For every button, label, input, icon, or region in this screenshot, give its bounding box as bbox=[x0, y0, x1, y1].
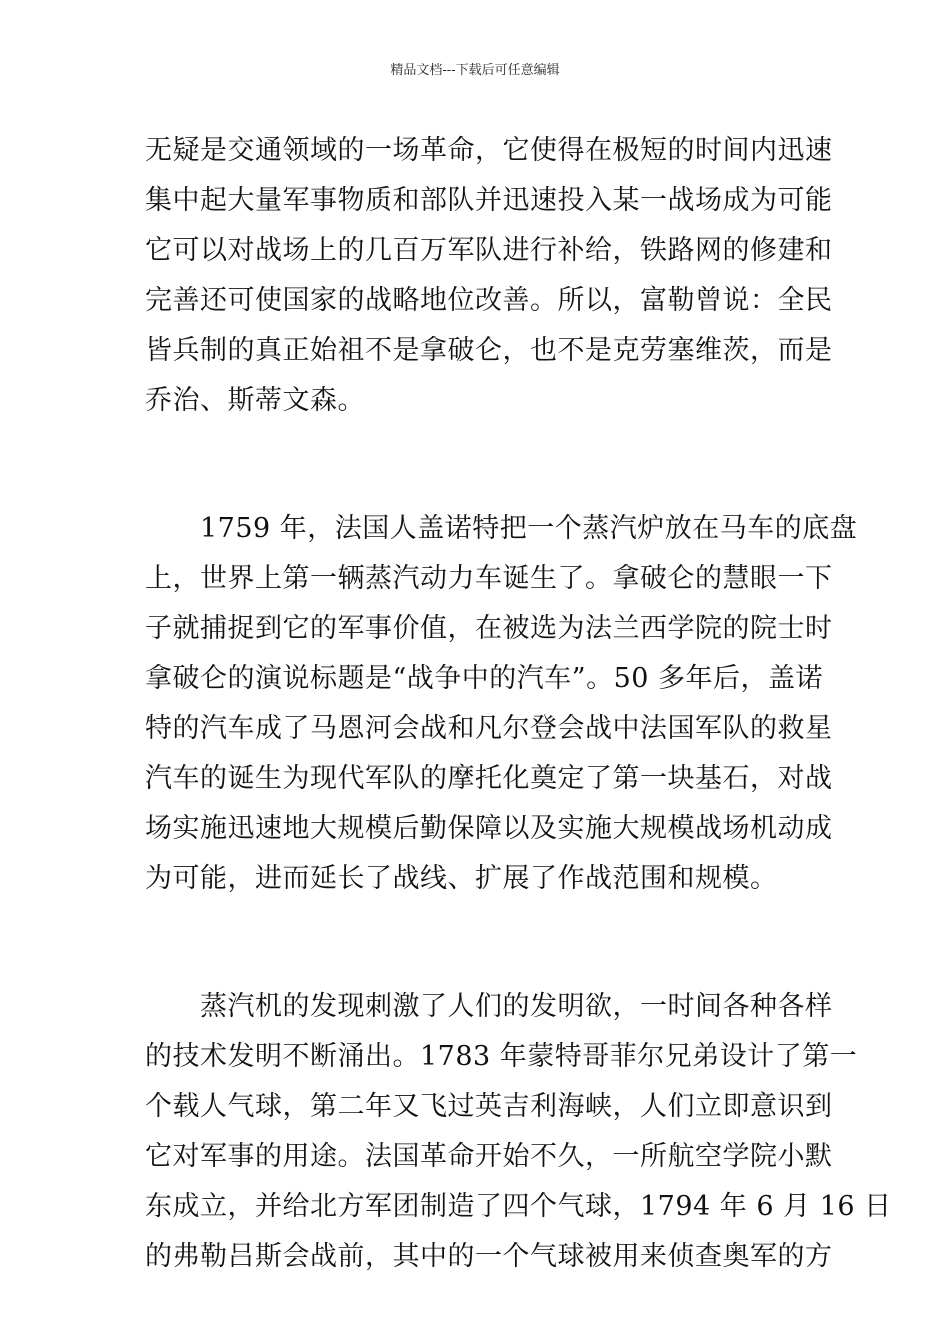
paragraph-3 bbox=[145, 982, 892, 1282]
text-line: 集中起大量军事物质和部队并迅速投入某一战场成为可能 bbox=[145, 185, 833, 216]
text-line: 为可能，进而延长了战线、扩展了作战范围和规模。 bbox=[145, 863, 778, 894]
text-line: 的技术发明不断涌出。1783 年蒙特哥菲尔兄弟设计了第一 bbox=[145, 1041, 858, 1072]
text-line: 1759 年，法国人盖诺特把一个蒸汽炉放在马车的底盘 bbox=[145, 513, 858, 544]
document-body bbox=[145, 126, 892, 1282]
paragraph-gap bbox=[145, 426, 810, 504]
text-line: 个载人气球，第二年又飞过英吉利海峡，人们立即意识到 bbox=[145, 1091, 833, 1122]
paragraph-1 bbox=[145, 126, 833, 426]
text-line: 汽车的诞生为现代军队的摩托化奠定了第一块基石，对战 bbox=[145, 763, 833, 794]
text-line: 完善还可使国家的战略地位改善。所以，富勒曾说：全民 bbox=[145, 285, 833, 316]
text-line: 无疑是交通领域的一场革命，它使得在极短的时间内迅速 bbox=[145, 135, 833, 166]
text-line: 拿破仑的演说标题是“战争中的汽车”。50 多年后，盖诺 bbox=[145, 663, 824, 694]
text-line: 它可以对战场上的几百万军队进行补给，铁路网的修建和 bbox=[145, 235, 833, 266]
text-line: 东成立，并给北方军团制造了四个气球，1794 年 6 月 16 日 bbox=[145, 1191, 892, 1222]
page-header: 精品文档---下载后可任意编辑 bbox=[390, 63, 560, 78]
text-line: 乔治、斯蒂文森。 bbox=[145, 385, 365, 416]
text-line: 上，世界上第一辆蒸汽动力车诞生了。拿破仑的慧眼一下 bbox=[145, 563, 833, 594]
text-line: 蒸汽机的发现刺激了人们的发明欲，一时间各种各样 bbox=[145, 991, 833, 1022]
paragraph-2 bbox=[145, 504, 858, 904]
text-line: 场实施迅速地大规模后勤保障以及实施大规模战场机动成 bbox=[145, 813, 833, 844]
text-line: 特的汽车成了马恩河会战和凡尔登会战中法国军队的救星 bbox=[145, 713, 833, 744]
text-line: 子就捕捉到它的军事价值，在被选为法兰西学院的院士时 bbox=[145, 613, 833, 644]
text-line: 皆兵制的真正始祖不是拿破仑，也不是克劳塞维茨，而是 bbox=[145, 335, 833, 366]
text-line: 的弗勒吕斯会战前，其中的一个气球被用来侦查奥军的方 bbox=[145, 1241, 833, 1272]
text-line: 它对军事的用途。法国革命开始不久，一所航空学院小默 bbox=[145, 1141, 833, 1172]
paragraph-gap bbox=[145, 904, 810, 982]
